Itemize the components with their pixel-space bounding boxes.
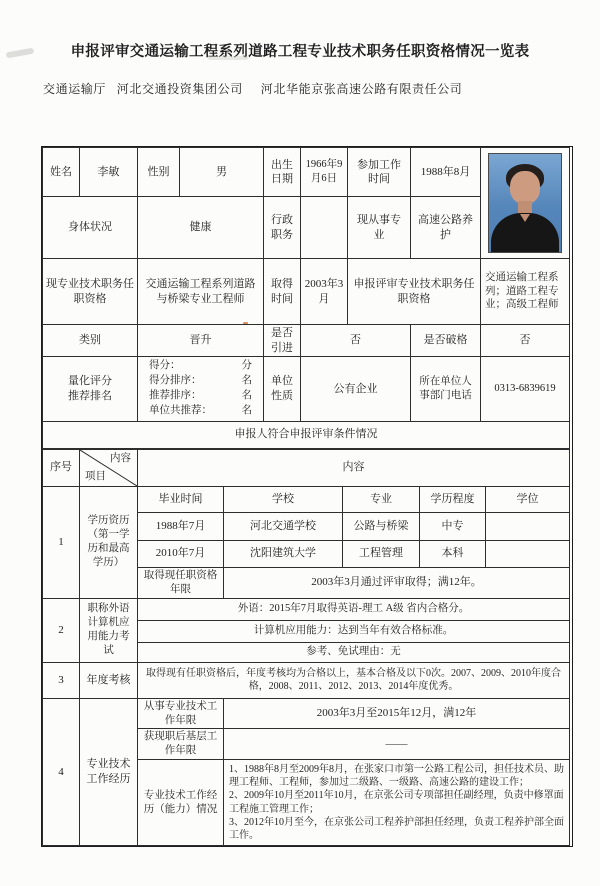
exception-value: 否	[481, 325, 570, 357]
grassroots-years-label: 获现职后基层工作年限	[138, 729, 224, 760]
ability-item: 1、1988年8月至2009年8月，在张家口市第一公路工程公司，担任技术员、助理工程师、工程师，参加过二级路、一级路、高速公路的建设工作；	[229, 764, 564, 789]
experience-years-value: 2003年3月至2015年12月，满12年	[224, 698, 570, 729]
current-major-label: 现从事专业	[348, 197, 411, 259]
quant-score-label: 量化评分推荐排名	[43, 357, 138, 422]
conditions-banner: 申报人符合申报评审条件情况	[43, 421, 570, 448]
quant-score-lines	[138, 357, 264, 422]
edu-row-major: 公路与桥梁	[343, 512, 420, 540]
category-label: 类别	[43, 325, 138, 357]
gender-label: 性别	[138, 148, 180, 197]
unit-type-label: 单位性质	[264, 357, 301, 422]
ability-item: 2、2009年10月至2011年10月，在京张公司专项部担任副经理，负责中修罩面工程施工管理工作；	[229, 790, 564, 815]
photo-cell	[481, 148, 570, 259]
apply-title-value: 交通运输工程系列；道路工程专业；高级工程师	[481, 259, 570, 325]
join-label: 参加工作时间	[348, 148, 411, 197]
scan-smudge	[208, 56, 248, 60]
grassroots-years-value: ——	[224, 729, 570, 760]
tenure-label: 取得现任职资格年限	[138, 567, 224, 598]
conditions-table	[42, 449, 570, 847]
unit-total-line: 单位共推荐： 名	[149, 404, 252, 416]
main-form-table	[41, 146, 573, 847]
current-title-label: 现专业技术职务任职资格	[43, 259, 138, 325]
education-label: 学历资历（第一学历和最高学历）	[80, 486, 138, 598]
edu-row-major: 工程管理	[343, 540, 420, 567]
col-graduation-time: 毕业时间	[138, 486, 224, 512]
experience-seq: 4	[43, 698, 80, 846]
col-major: 专业	[343, 486, 420, 512]
apply-title-label: 申报评审专业技术职务任职资格	[348, 259, 481, 325]
unit-type-value: 公有企业	[301, 357, 411, 422]
content-header: 内容	[138, 449, 570, 486]
name-label: 姓名	[43, 148, 80, 197]
annual-content: 取得现有任职资格后，年度考核均为合格以上，基本合格及以下0次。2007、2009、2010年度合格，2008、2011、2012、2013、2014年度优秀。	[138, 662, 570, 698]
organizations-line: 交通运输厅 河北交通投资集团公司 河北华能京张高速公路有限责任公司	[43, 82, 463, 96]
admin-post-label: 行政职务	[264, 197, 301, 259]
birth-value: 1966年9月6日	[301, 148, 348, 197]
col-degree-level: 学历程度	[420, 486, 486, 512]
score-rank-line: 得分排序： 名	[149, 374, 252, 386]
basic-info-table	[42, 147, 570, 449]
page-title: 申报评审交通运输工程系列道路工程专业技术职务任职资格情况一览表	[70, 44, 530, 60]
ability-label: 专业技术工作经历（能力）情况	[138, 760, 224, 846]
obtain-time-label: 取得时间	[264, 259, 301, 325]
col-degree: 学位	[486, 486, 570, 512]
exam-computer-row: 计算机应用能力：达到当年有效合格标准。	[138, 620, 570, 642]
category-value: 晋升	[138, 325, 264, 357]
hr-phone-label: 所在单位人事部门电话	[411, 357, 481, 422]
edu-row-degree	[486, 540, 570, 567]
edu-row-level: 本科	[420, 540, 486, 567]
current-major-value: 高速公路养护	[411, 197, 481, 259]
obtain-time-value: 2003年3月	[301, 259, 348, 325]
seq-header: 序号	[43, 449, 80, 486]
current-title-value: 交通运输工程系列道路与桥梁专业工程师	[138, 259, 264, 325]
score-line: 得分： 分	[149, 360, 252, 372]
ability-item: 3、2012年10月至今，在京张公司工程养护部担任经理，负责工程养护部全面工作。	[229, 816, 564, 842]
edu-row-school: 河北交通学校	[224, 512, 343, 540]
introduced-label: 是否引进	[264, 325, 301, 357]
diagonal-header-cell	[80, 449, 138, 486]
scanned-form-page	[0, 40, 600, 886]
name-value: 李敏	[80, 148, 138, 197]
edu-row-level: 中专	[420, 512, 486, 540]
experience-label: 专业技术工作经历	[80, 698, 138, 846]
tenure-value: 2003年3月通过评审取得；满12年。	[224, 567, 570, 598]
birth-label: 出生日期	[264, 148, 301, 197]
introduced-value: 否	[301, 325, 411, 357]
ability-content	[224, 760, 570, 846]
photo-face	[510, 171, 540, 204]
annual-label: 年度考核	[80, 662, 138, 698]
exam-exempt-row: 参考、免试理由：无	[138, 642, 570, 662]
join-value: 1988年8月	[411, 148, 481, 197]
exam-language-row: 外语：2015年7月取得英语-理工 A级 省内合格分。	[138, 598, 570, 620]
diagonal-item-label: 项目	[85, 470, 106, 482]
col-school: 学校	[224, 486, 343, 512]
applicant-photo	[488, 153, 562, 253]
edu-row-school: 沈阳建筑大学	[224, 540, 343, 567]
exams-seq: 2	[43, 598, 80, 662]
annual-seq: 3	[43, 662, 80, 698]
edu-row-degree	[486, 512, 570, 540]
edu-row-time: 2010年7月	[138, 540, 224, 567]
experience-years-label: 从事专业技术工作年限	[138, 698, 224, 729]
diagonal-content-label: 内容	[110, 452, 131, 464]
health-value: 健康	[138, 197, 264, 259]
gender-value: 男	[180, 148, 264, 197]
hr-phone-value: 0313-6839619	[481, 357, 570, 422]
admin-post-value	[301, 197, 348, 259]
exams-label: 职称外语计算机应用能力考试	[80, 598, 138, 662]
edu-row-time: 1988年7月	[138, 512, 224, 540]
recommend-rank-line: 推荐排序： 名	[149, 389, 252, 401]
health-label: 身体状况	[43, 197, 138, 259]
education-seq: 1	[43, 486, 80, 598]
exception-label: 是否破格	[411, 325, 481, 357]
